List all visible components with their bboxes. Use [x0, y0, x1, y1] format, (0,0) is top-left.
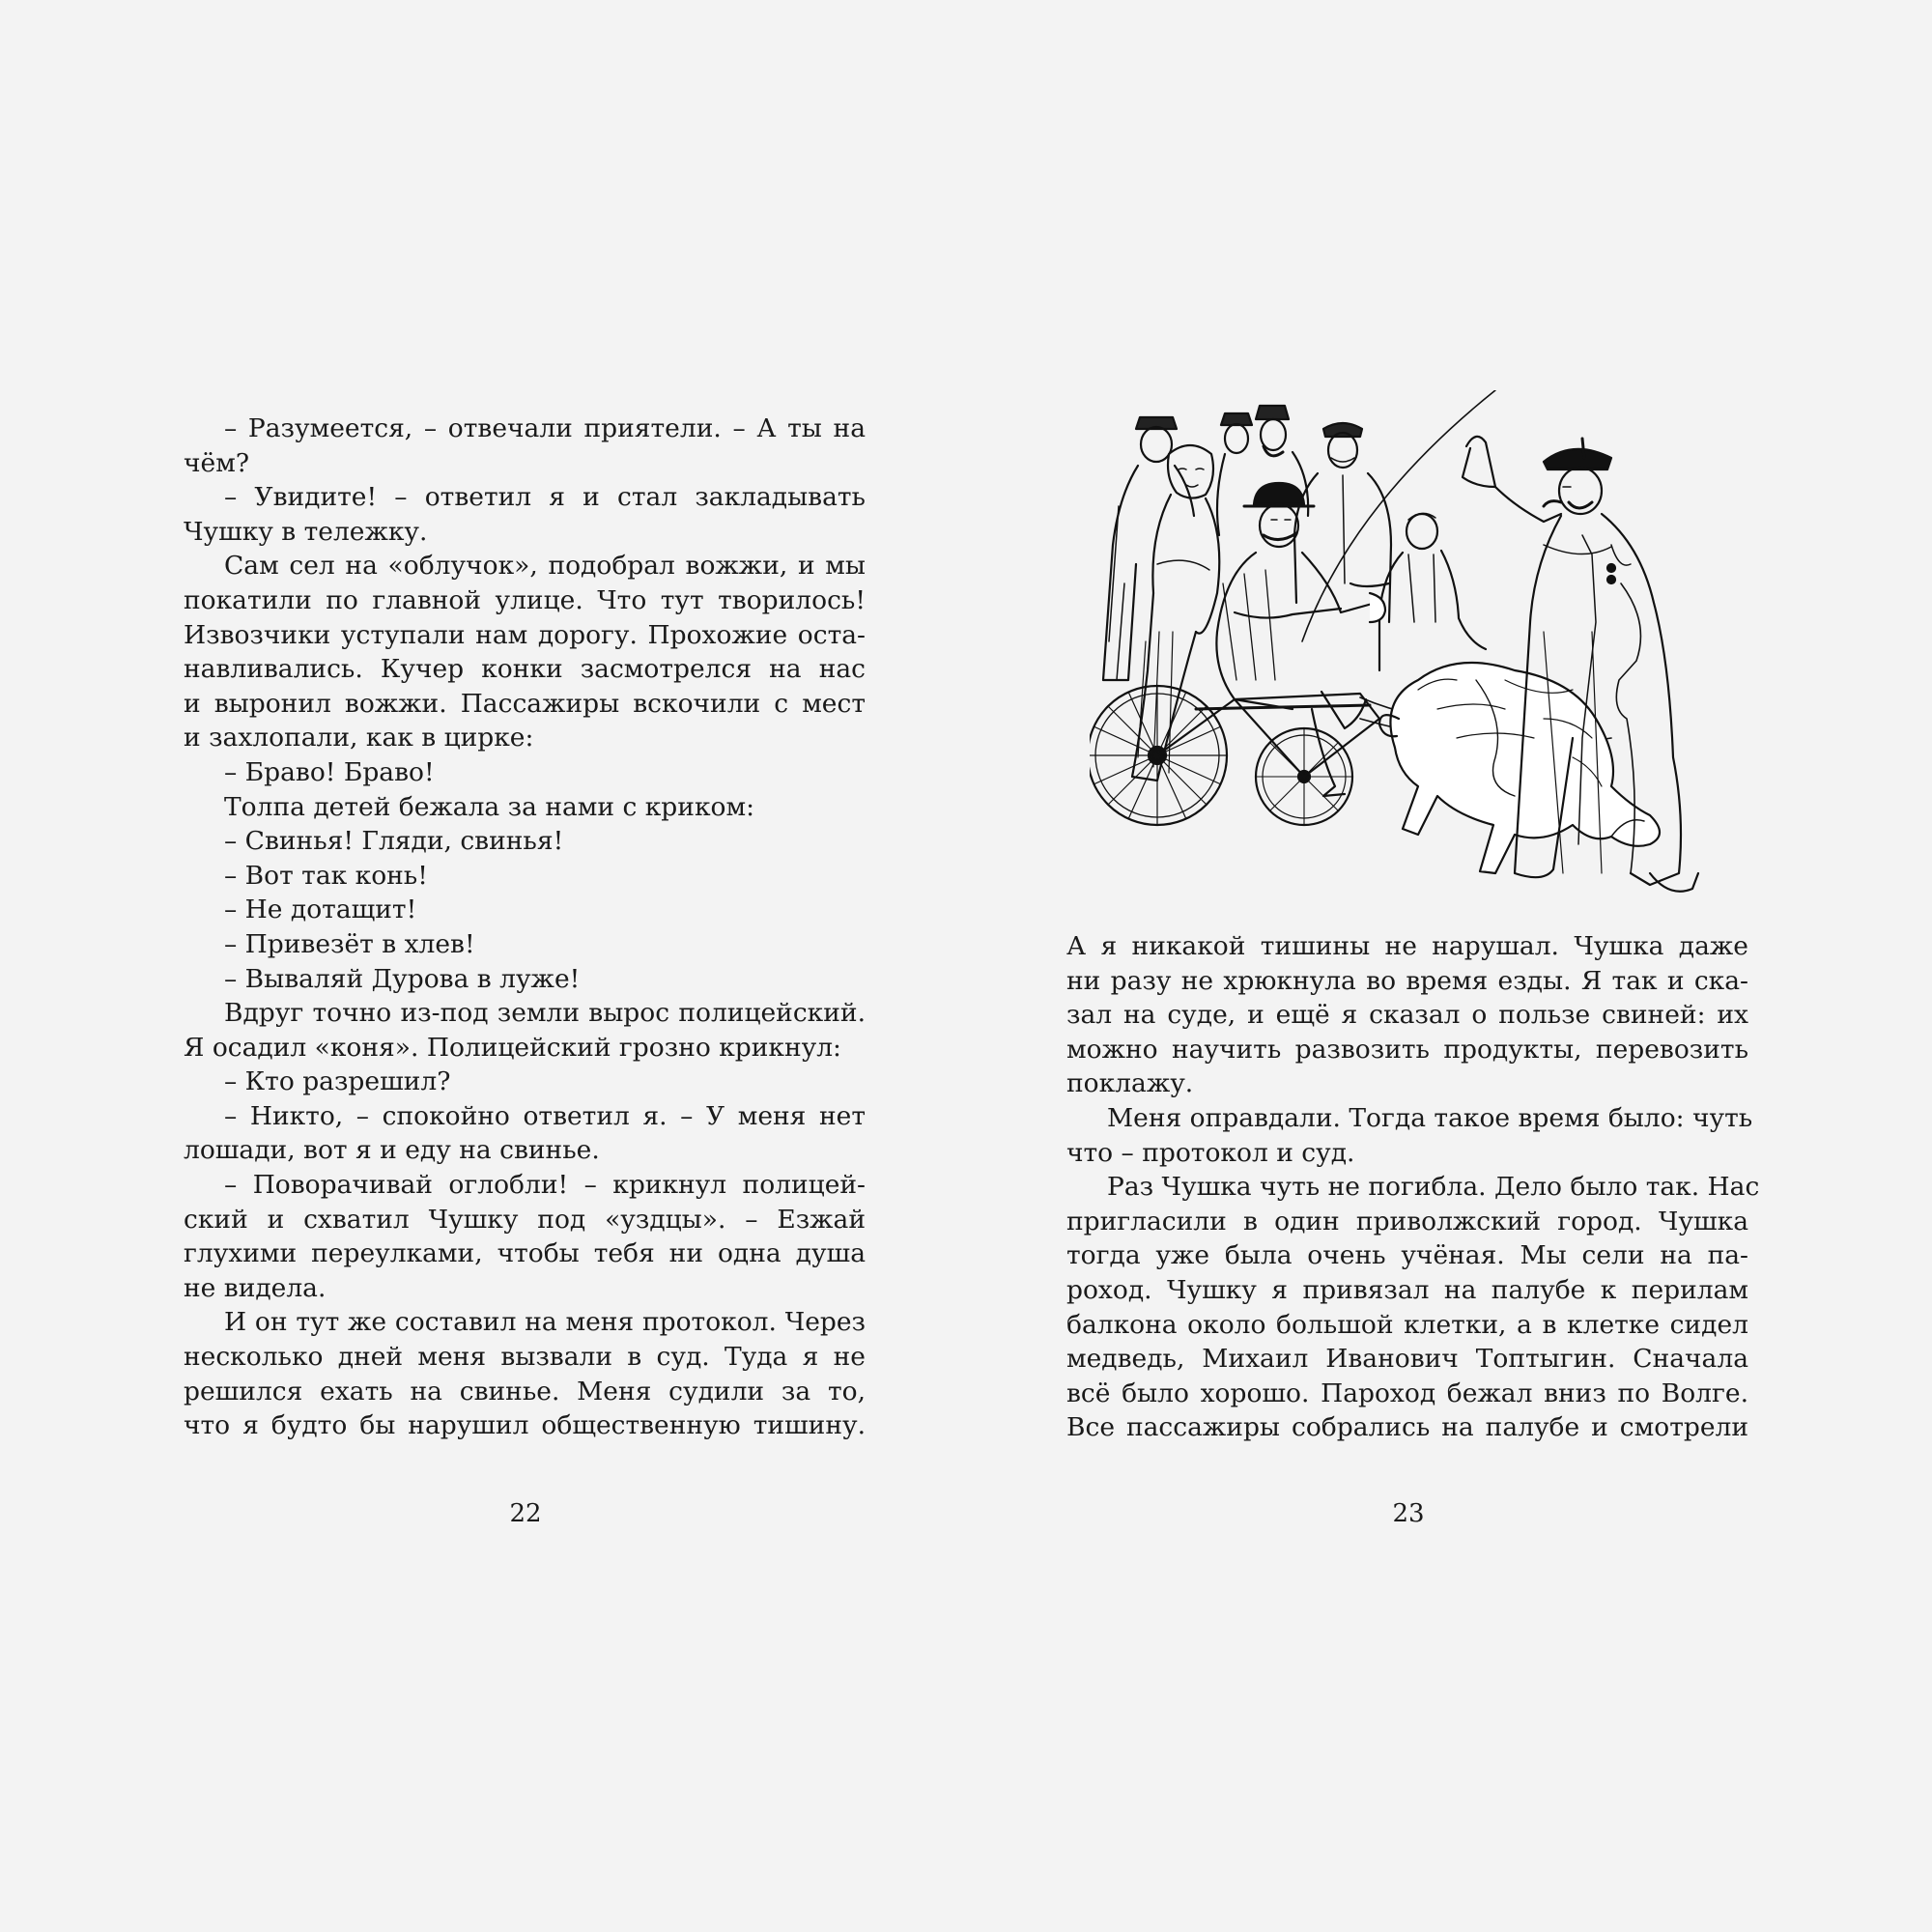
- text-line: – Никто, – спокойно ответил я. – У меня нет: [224, 1100, 866, 1131]
- text-line: чём?: [184, 447, 250, 478]
- text-line: что я будто бы нарушил общественную тишину.: [184, 1410, 866, 1441]
- text-line: лошади, вот я и еду на свинье.: [184, 1135, 600, 1166]
- text-line: – Поворачивай оглобли! – крикнул полицей-: [224, 1170, 866, 1201]
- text-line: решился ехать на свинье. Меня судили за то,: [184, 1376, 866, 1406]
- pig: [1379, 663, 1660, 873]
- text-line: Все пассажиры собрались на палубе и смотрели: [1066, 1412, 1748, 1443]
- page-number: 22: [509, 1499, 542, 1528]
- text-line: – Браво! Браво!: [224, 756, 435, 787]
- text-line: роход. Чушку я привязал на палубе к перилам: [1066, 1274, 1748, 1305]
- text-line: – Привезёт в хлев!: [224, 928, 475, 959]
- text-line: И он тут же составил на меня протокол. Через: [224, 1307, 866, 1338]
- text-line: – Разумеется, – отвечали приятели. – А ты на: [224, 413, 866, 443]
- text-line: Я осадил «коня». Полицейский грозно крикнул:: [184, 1032, 841, 1063]
- page-number: 23: [1392, 1499, 1425, 1528]
- text-line: поклажу.: [1066, 1068, 1194, 1099]
- text-line: и захлопали, как в цирке:: [184, 723, 534, 753]
- text-line: Извозчики уступали нам дорогу. Прохожие оста-: [184, 619, 866, 650]
- text-line: несколько дней меня вызвали в суд. Туда я не: [184, 1342, 866, 1373]
- text-line: медведь, Михаил Иванович Топтыгин. Сначала: [1066, 1344, 1748, 1375]
- text-line: зал на суде, и ещё я сказал о пользе свиней: их: [1066, 1000, 1748, 1031]
- text-line: Раз Чушка чуть не погибла. Дело было так. Нас: [1107, 1172, 1760, 1203]
- text-line: – Вот так конь!: [224, 860, 428, 891]
- text-line: тогда уже была очень учёная. Мы сели на па-: [1066, 1240, 1748, 1271]
- text-line: всё было хорошо. Пароход бежал вниз по Волге.: [1066, 1378, 1748, 1408]
- text-line: глухими переулками, чтобы тебя ни одна душа: [184, 1238, 866, 1269]
- text-line: – Вываляй Дурова в луже!: [224, 963, 581, 994]
- pig-cart-illustration: [1090, 390, 1729, 902]
- text-line: – Кто разрешил?: [224, 1066, 451, 1097]
- right-page-text: [1066, 929, 1760, 1445]
- text-line: – Увидите! – ответил я и стал закладывать: [224, 482, 866, 513]
- text-line: – Не дотащит!: [224, 895, 417, 925]
- text-line: и выронил вожжи. Пассажиры вскочили с мест: [184, 688, 866, 719]
- text-line: Меня оправдали. Тогда такое время было: чуть: [1107, 1102, 1753, 1133]
- text-line: ни разу не хрюкнула во время езды. Я так и ска-: [1066, 965, 1748, 996]
- text-line: Толпа детей бежала за нами с криком:: [224, 791, 754, 822]
- text-line: Чушку в тележку.: [184, 516, 428, 547]
- right-page: [966, 0, 1932, 1932]
- text-line: что – протокол и суд.: [1066, 1137, 1355, 1168]
- text-line: балкона около большой клетки, а в клетке сидел: [1066, 1309, 1748, 1340]
- text-line: Вдруг точно из-под земли вырос полицейский.: [224, 998, 866, 1029]
- text-line: не видела.: [184, 1272, 327, 1303]
- text-line: навливались. Кучер конки засмотрелся на нас: [184, 654, 866, 685]
- text-line: пригласили в один приволжский город. Чушка: [1066, 1206, 1748, 1236]
- text-line: – Свинья! Гляди, свинья!: [224, 826, 564, 857]
- text-line: А я никакой тишины не нарушал. Чушка даже: [1066, 931, 1748, 961]
- text-line: покатили по главной улице. Что тут творилось!: [184, 584, 866, 615]
- left-page-text: [184, 412, 866, 1443]
- text-line: Сам сел на «облучок», подобрал вожжи, и мы: [224, 551, 866, 582]
- text-line: ский и схватил Чушку под «уздцы». – Езжай: [184, 1204, 866, 1235]
- text-line: можно научить развозить продукты, перевозить: [1066, 1034, 1748, 1065]
